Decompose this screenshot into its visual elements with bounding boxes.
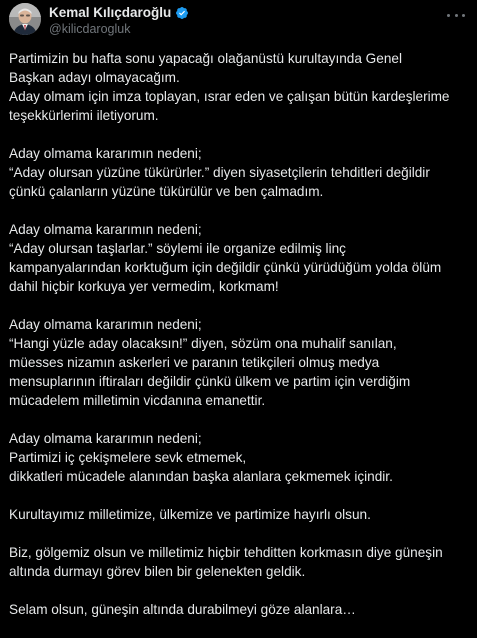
tweet-paragraph: [9, 543, 471, 581]
tweet-line: kampanyalarından korktuğum için değildir çünkü yürüdüğüm yolda ölüm: [9, 260, 442, 275]
tweet-paragraph: [9, 220, 471, 296]
tweet-line: “Aday olursan yüzüne tükürürler.” diyen siyasetçilerin tehditleri değildir: [9, 165, 430, 180]
tweet-text: [9, 49, 471, 638]
tweet-paragraph: [9, 49, 471, 125]
tweet-line: dikkatleri mücadele alanından başka alanlara çekmemek içindir.: [9, 469, 393, 484]
handle[interactable]: @kilicdarogluk: [49, 22, 131, 36]
tweet-line: Kurultayımız milletimize, ülkemize ve partimize hayırlı olsun.: [9, 507, 371, 522]
tweet-line: Aday olmama kararımın nedeni;: [9, 222, 202, 237]
avatar-photo-icon: [9, 3, 41, 35]
tweet-line: Partimizi iç çekişmelere sevk etmemek,: [9, 450, 247, 465]
tweet-line: Biz, gölgemiz olsun ve milletimiz hiçbir tehditten korkmasın diye güneşin: [9, 545, 443, 560]
tweet-line: Aday olmama kararımın nedeni;: [9, 317, 202, 332]
tweet-line: teşekkürlerimi iletiyorum.: [9, 108, 159, 123]
tweet-line: Selam olsun, güneşin altında durabilmeyi göze alanlara…: [9, 602, 356, 617]
tweet-line: altında durmayı görev bilen bir gelenekten geldik.: [9, 564, 306, 579]
more-dot: [462, 14, 465, 17]
tweet-line: Aday olmam için imza toplayan, ısrar eden ve çalışan bütün kardeşlerime: [9, 89, 450, 104]
more-options-icon[interactable]: [447, 9, 465, 21]
tweet-line: dahil hiçbir korkuya yer vermedim, korkmam!: [9, 279, 279, 294]
tweet-line: Partimizin bu hafta sonu yapacağı olağanüstü kurultayında Genel: [9, 51, 402, 66]
avatar[interactable]: [9, 3, 41, 35]
tweet-paragraph: [9, 505, 471, 524]
tweet-paragraph: [9, 600, 471, 619]
verified-badge-icon[interactable]: [175, 6, 189, 20]
display-name[interactable]: Kemal Kılıçdaroğlu: [49, 5, 172, 20]
tweet-paragraph: [9, 144, 471, 201]
tweet-line: “Hangi yüzle aday olacaksın!” diyen, sözüm ona muhalif sanılan,: [9, 336, 397, 351]
tweet-line: Başkan adayı olmayacağım.: [9, 70, 180, 85]
display-name-row: [49, 4, 189, 21]
more-dot: [455, 14, 458, 17]
tweet-line: müesses nizamın askerleri ve paranın tetikçileri olmuş medya: [9, 355, 380, 370]
tweet-line: mensuplarının iftiraları değildir çünkü ülkem ve partim için verdiğim: [9, 374, 411, 389]
tweet-header: [9, 3, 469, 43]
tweet-paragraph: [9, 429, 471, 486]
author-names: [49, 4, 189, 36]
tweet-line: mücadelem milletimin vicdanına emanettir.: [9, 393, 266, 408]
tweet-line: çünkü çalanların yüzüne tükürülür ve ben çalmadım.: [9, 184, 324, 199]
tweet-line: Aday olmama kararımın nedeni;: [9, 146, 202, 161]
more-dot: [447, 14, 450, 17]
tweet-line: Aday olmama kararımın nedeni;: [9, 431, 202, 446]
tweet-line: “Aday olursan taşlarlar.” söylemi ile organize edilmiş linç: [9, 241, 346, 256]
tweet-paragraph: [9, 315, 471, 410]
